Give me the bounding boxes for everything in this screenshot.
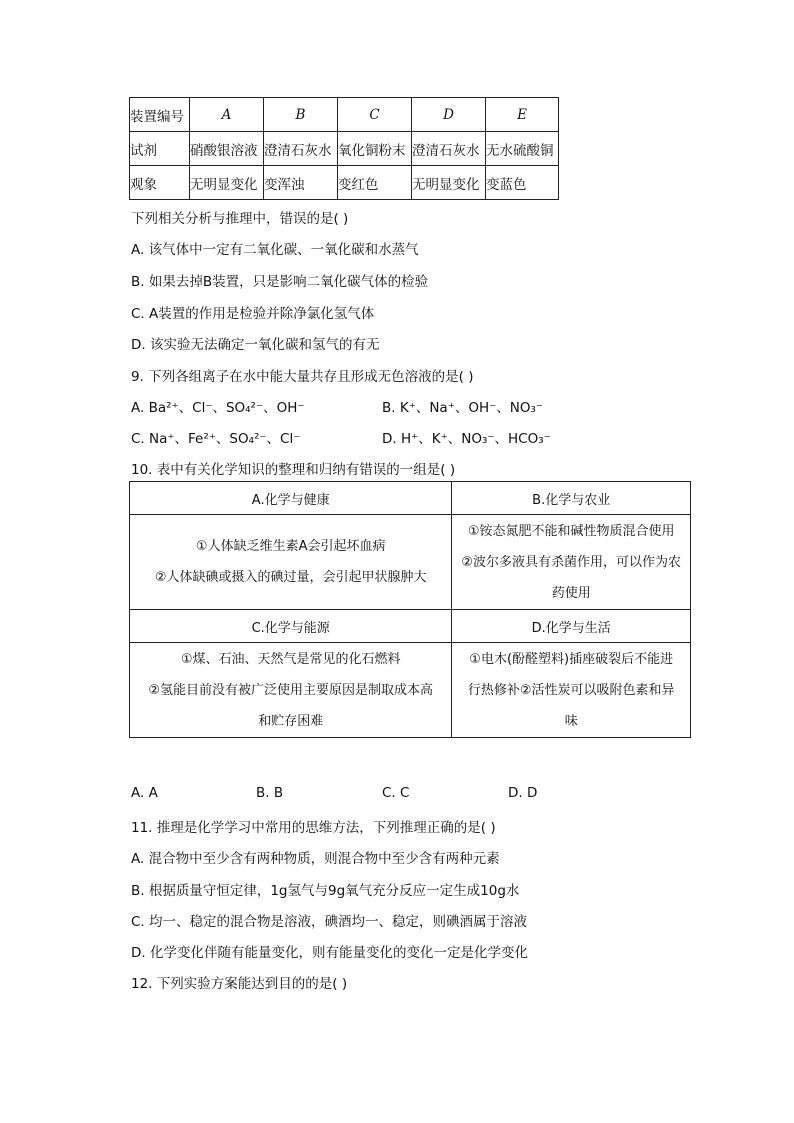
table-row [130,166,559,200]
table-row [130,98,559,132]
knowledge-table [129,481,691,738]
question-12-stem: 12. 下列实验方案能达到目的的是( ) [131,976,348,992]
cell-line: ②人体缺碘或摄入的碘过量，会引起甲状腺肿大 [154,570,427,585]
table-cell: A [190,98,264,132]
cell-line: ①电木(酚醛塑料)插座破裂后不能进 [469,651,674,667]
table-cell: 无水硫酸铜 [486,132,559,166]
q8-option-a: A. 该气体中一定有二氧化碳、一氧化碳和水蒸气 [131,242,419,258]
cell-line: 味 [564,713,578,729]
table-cell: 澄清石灰水 [264,132,338,166]
q11-option-b: B. 根据质量守恒定律，1g氢气与9g氧气充分反应一定生成10g水 [131,883,520,899]
question-8-stem: 下列相关分析与推理中，错误的是( ) [131,211,349,227]
table-row [130,132,559,166]
q10-option-d: D. D [508,785,538,801]
table-row [130,515,691,610]
table-row [130,610,691,643]
apparatus-table [129,97,559,200]
table-cell-d-title: D.化学与生活 [452,610,691,643]
table-cell: C [338,98,412,132]
q8-option-d: D. 该实验无法确定一氧化碳和氢气的有无 [131,337,380,353]
question-9-stem: 9. 下列各组离子在水中能大量共存且形成无色溶液的是( ) [131,369,474,385]
table-cell: 观象 [130,166,190,200]
table-cell: 变浑浊 [264,166,338,200]
table-cell-b-body [452,515,691,610]
table-cell: 变蓝色 [486,166,559,200]
cell-line: 和贮存困难 [258,713,324,729]
q11-option-c: C. 均一、稳定的混合物是溶液，碘酒均一、稳定，则碘酒属于溶液 [131,914,528,930]
cell-line: ①煤、石油、天然气是常见的化石燃料 [180,651,401,667]
table-cell: 变红色 [338,166,412,200]
q9-option-b: B. K⁺、Na⁺、OH⁻、NO₃⁻ [382,400,543,416]
table-cell-c-body [130,643,452,738]
table-cell: 氧化铜粉末 [338,132,412,166]
cell-line: ①铵态氮肥不能和碱性物质混合使用 [467,523,675,539]
cell-line: ①人体缺乏维生素A会引起坏血病 [195,539,386,554]
q8-option-b: B. 如果去掉B装置，只是影响二氧化碳气体的检验 [131,274,429,290]
table-cell: 试剂 [130,132,190,166]
table-cell-c-title: C.化学与能源 [130,610,452,643]
q9-option-c: C. Na⁺、Fe²⁺、SO₄²⁻、Cl⁻ [131,431,301,447]
table-row [130,482,691,515]
q10-option-b: B. B [256,785,284,801]
q10-option-c: C. C [382,785,410,801]
cell-line: ②氢能目前没有被广泛使用主要原因是制取成本高 [148,682,434,698]
q9-option-d: D. H⁺、K⁺、NO₃⁻、HCO₃⁻ [382,431,551,447]
table-cell-a-body [130,515,452,610]
table-cell-b-title: B.化学与农业 [452,482,691,515]
cell-line: 行热修补②活性炭可以吸附色素和异 [467,682,675,698]
q11-option-d: D. 化学变化伴随有能量变化，则有能量变化的变化一定是化学变化 [131,945,528,961]
table-cell: 无明显变化 [190,166,264,200]
question-11-stem: 11. 推理是化学学习中常用的思维方法，下列推理正确的是( ) [131,820,496,836]
table-cell-d-body [452,643,691,738]
table-cell-a-title: A.化学与健康 [130,482,452,515]
cell-line: ②波尔多液具有杀菌作用，可以作为农 [461,554,682,570]
question-10-stem: 10. 表中有关化学知识的整理和归纳有错误的一组是( ) [131,462,456,478]
q9-option-a: A. Ba²⁺、Cl⁻、SO₄²⁻、OH⁻ [131,400,305,416]
q11-option-a: A. 混合物中至少含有两种物质，则混合物中至少含有两种元素 [131,851,500,867]
table-cell: 硝酸银溶液 [190,132,264,166]
table-cell: 无明显变化 [412,166,486,200]
table-row [130,643,691,738]
q10-option-a: A. A [131,785,158,801]
table-cell: 装置编号 [130,98,190,132]
table-cell: 澄清石灰水 [412,132,486,166]
table-cell: B [264,98,338,132]
table-cell: E [486,98,559,132]
table-cell: D [412,98,486,132]
q8-option-c: C. A装置的作用是检验并除净氯化氢气体 [131,306,375,322]
cell-line: 药使用 [551,585,591,601]
